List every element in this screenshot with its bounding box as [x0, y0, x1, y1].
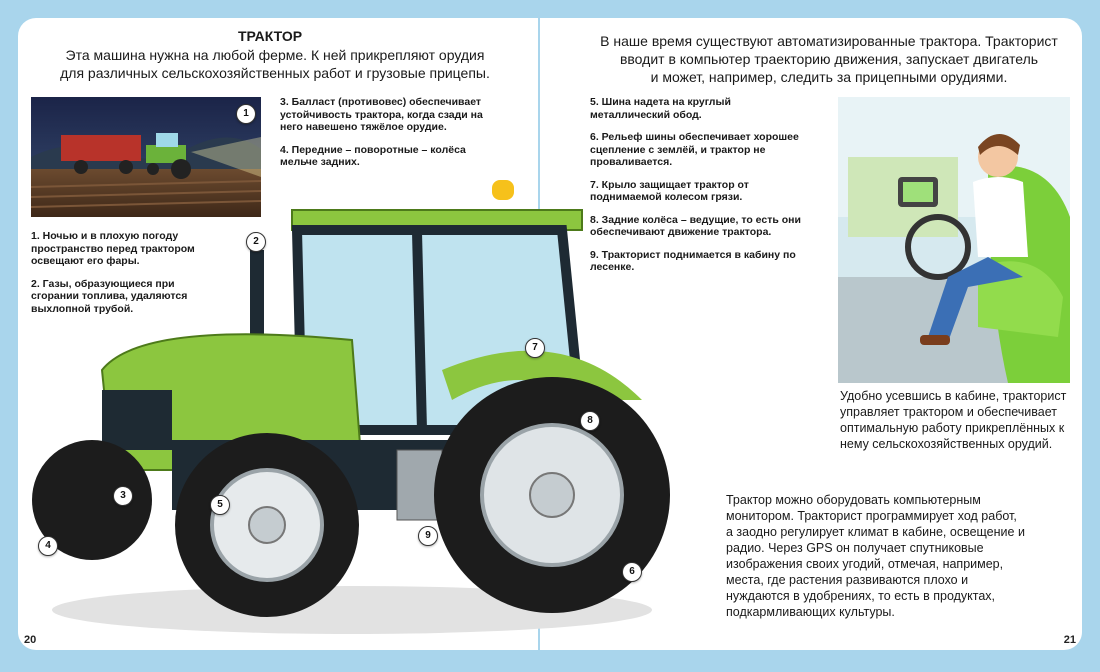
- intro-left: [30, 46, 520, 82]
- note-3: 3. Балласт (противовес) обеспечивает устойчивость трактора, когда сзади на него навешено тяжёлое орудие.: [280, 96, 483, 133]
- notes-left: [31, 230, 211, 325]
- cabin-illustration: [838, 97, 1070, 383]
- marker-4: 4: [38, 536, 58, 556]
- note-1: 1. Ночью и в плохую погоду пространство перед трактором освещают его фары.: [31, 230, 195, 267]
- note-7: 7. Крыло защищает трактор от поднимаемой колесом грязи.: [590, 178, 749, 203]
- note-8: 8. Задние колёса – ведущие, то есть они обеспечивают движение трактора.: [590, 213, 801, 238]
- marker-3: 3: [113, 486, 133, 506]
- note-5: 5. Шина надета на круглый металлический обод.: [590, 96, 731, 121]
- marker-8: 8: [580, 411, 600, 431]
- marker-7: 7: [525, 338, 545, 358]
- cabin-caption: Удобно усевшись в кабине, тракторист управляет трактором и обеспечивает оптимальную работу прикреплённых к нему сельскохозяйственных орудий.: [840, 389, 1067, 451]
- note-2: 2. Газы, образующиеся при сгорании топлива, удаляются выхлопной трубой.: [31, 277, 188, 315]
- notes-middle: [280, 96, 492, 179]
- intro-right-line2: вводит в компьютер траекторию движения, запускает двигатель: [619, 51, 1039, 67]
- note-6: 6. Рельеф шины обеспечивает хорошее сцепление с землёй, и трактор не проваливается.: [590, 131, 799, 168]
- intro-left-line2: для различных сельскохозяйственных работ и грузовые прицепы.: [60, 65, 490, 81]
- note-4: 4. Передние – поворотные – колёса мельче задних.: [280, 143, 466, 168]
- intro-right: [586, 32, 1072, 86]
- marker-5: 5: [210, 495, 230, 515]
- intro-right-line1: В наше время существуют автоматизированные трактора. Тракторист: [600, 33, 1058, 49]
- intro-left-line1: Эта машина нужна на любой ферме. К ней прикрепляют орудия: [65, 47, 485, 63]
- note-9: 9. Тракторист поднимается в кабину по лесенке.: [590, 248, 796, 273]
- intro-right-line3: и может, например, следить за прицепными орудиями.: [650, 69, 1008, 85]
- page-number-right: 21: [1063, 634, 1076, 646]
- page-title: ТРАКТОР: [238, 28, 303, 44]
- marker-1: 1: [236, 104, 256, 124]
- computer-caption: Трактор можно оборудовать компьютерным монитором. Тракторист программирует ход работ, а заодно регулирует климат в кабине, освещение и радио. Через GPS он получает спутниковые изображения своих угодий, отмечая, например, места, где растения развиваются плохо и нуждаются в удобрениях, то есть в продуктах, подкармливающих культуры.: [726, 493, 1025, 619]
- notes-right: [590, 96, 806, 284]
- marker-2: 2: [246, 232, 266, 252]
- marker-6: 6: [622, 562, 642, 582]
- marker-9: 9: [418, 526, 438, 546]
- page-number-left: 20: [24, 634, 37, 646]
